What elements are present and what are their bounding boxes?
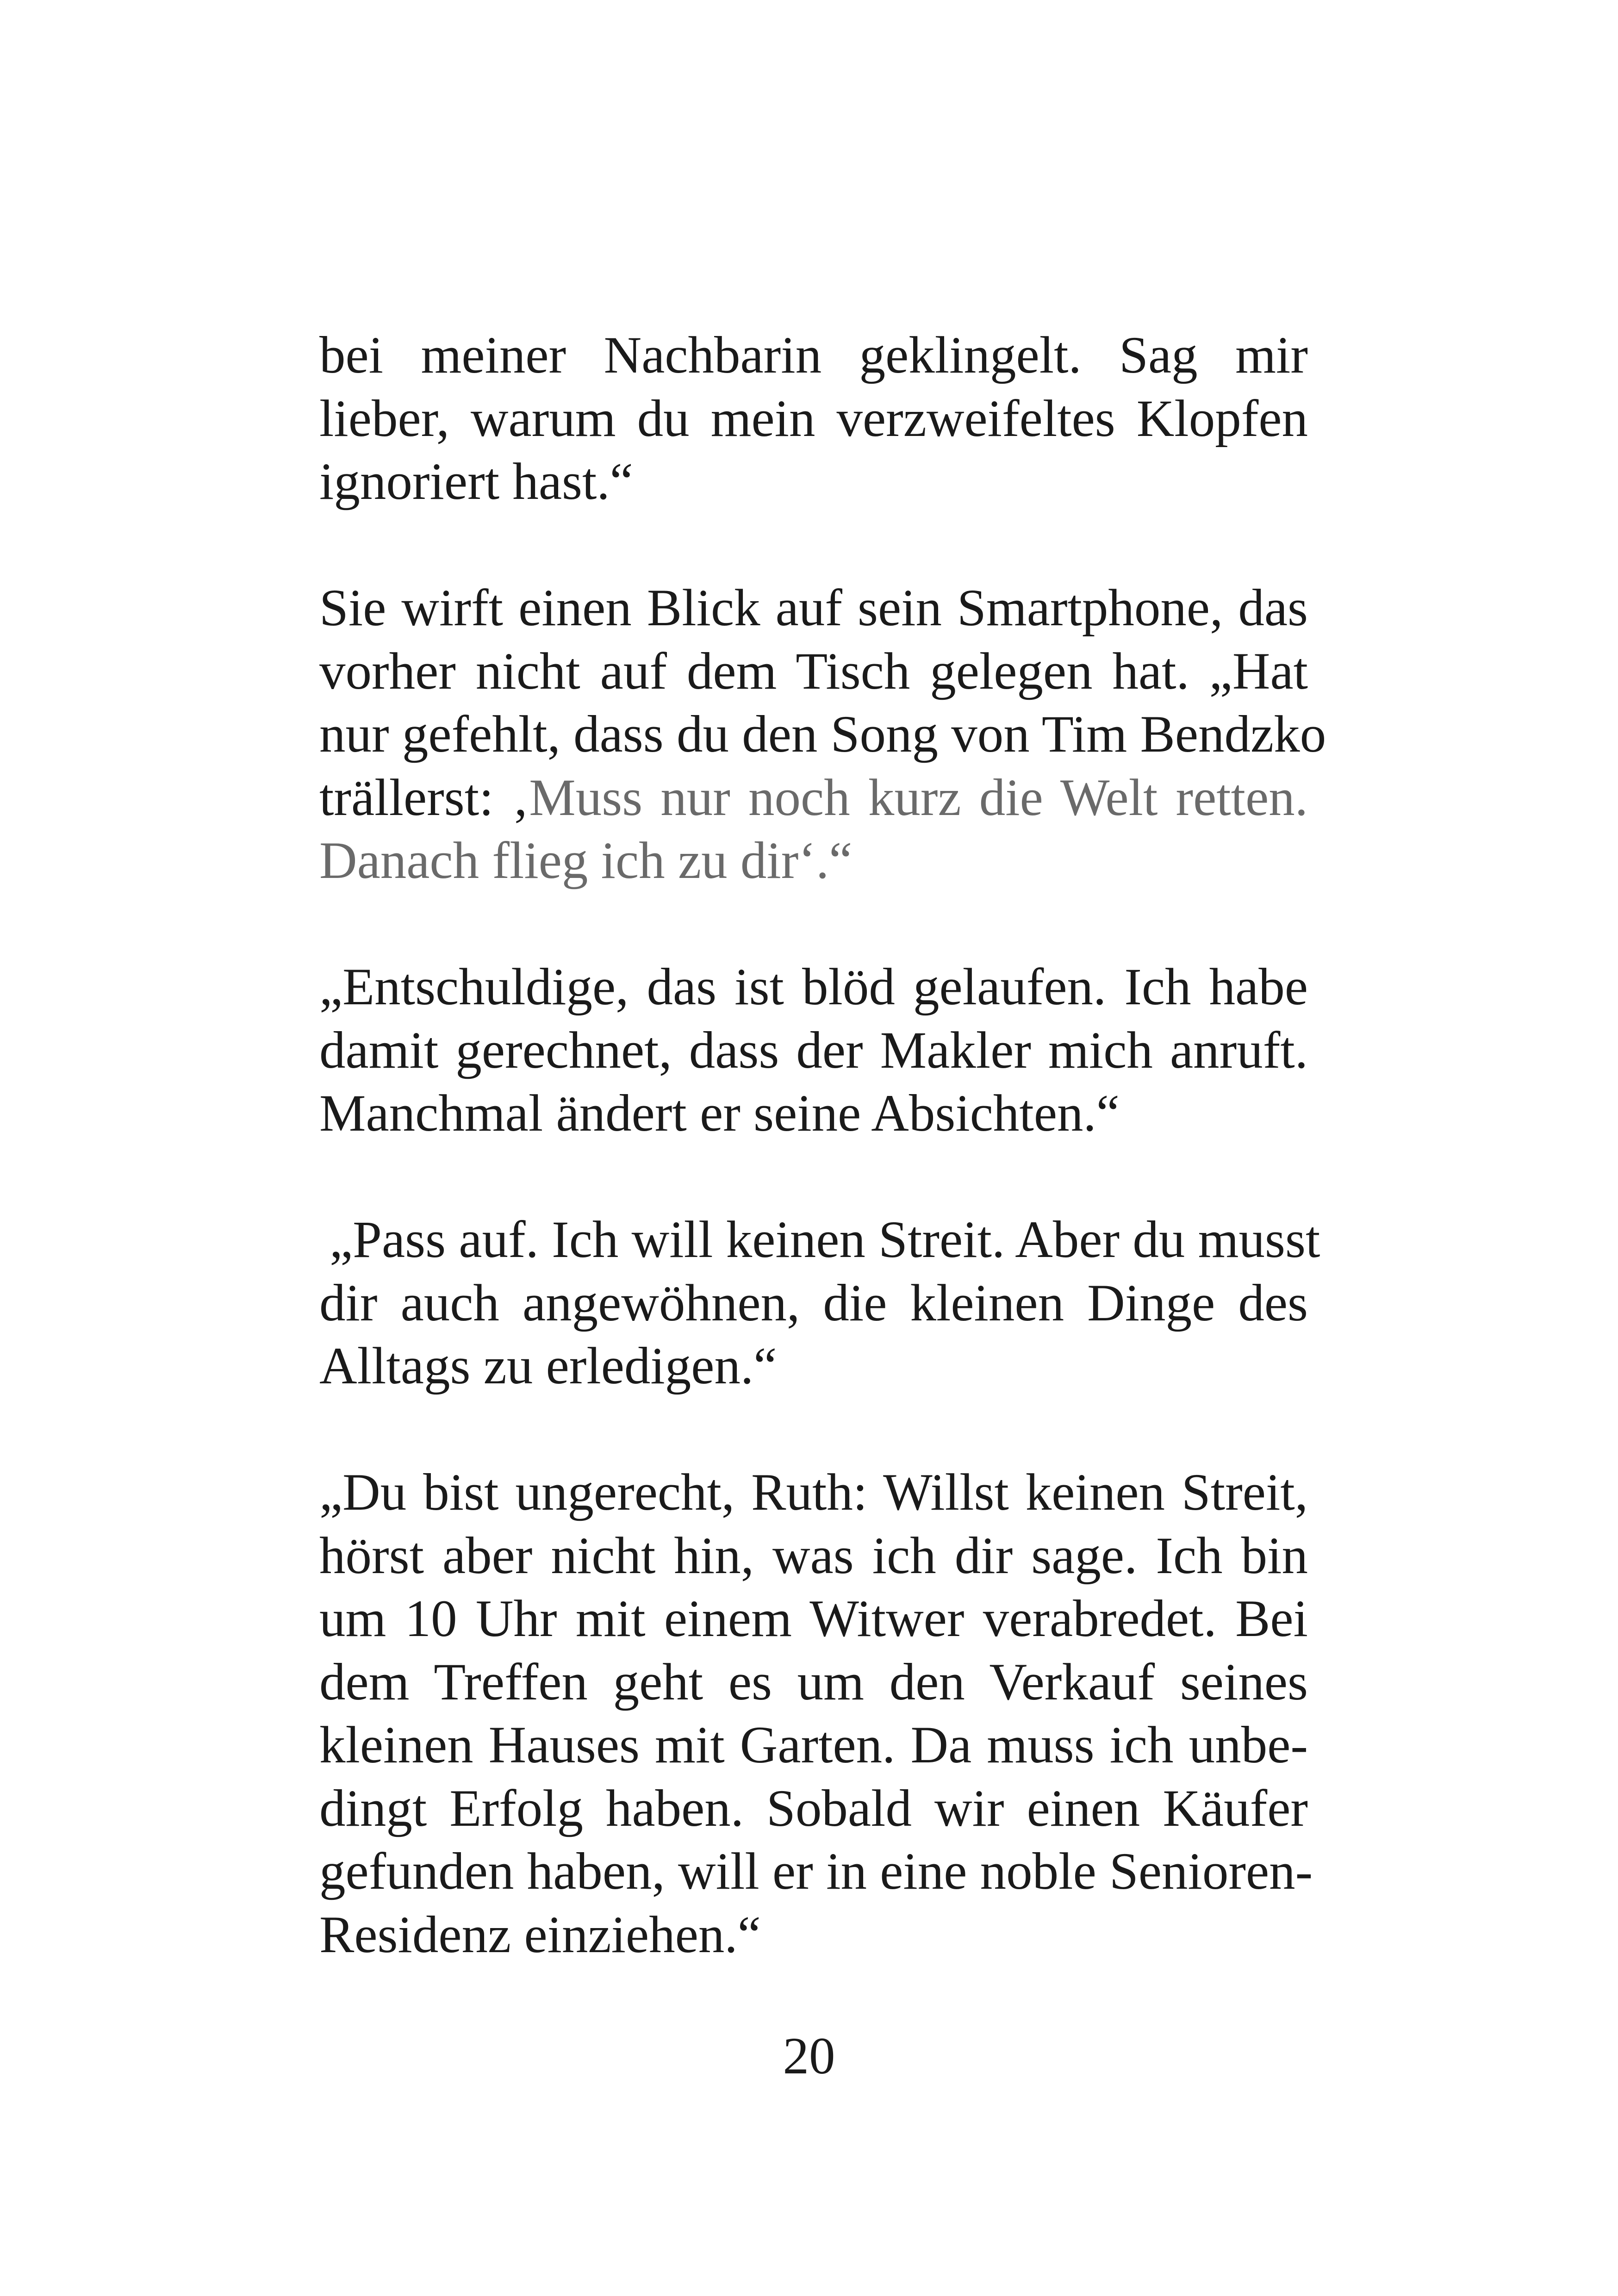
text-line: gefunden haben, will er in eine noble Senioren-: [319, 1842, 1313, 1900]
paragraph-3: [319, 956, 1308, 1145]
text-line: „Du bist ungerecht, Ruth: Willst keinen Streit,: [319, 1463, 1308, 1521]
text-line: „Entschuldige, das ist blöd gelaufen. Ich habe: [319, 958, 1308, 1016]
paragraph-2: [319, 577, 1326, 893]
paragraph-5: [319, 1461, 1313, 1966]
text-line: dir auch angewöhnen, die kleinen Dinge des: [319, 1274, 1308, 1332]
text-line: hörst aber nicht hin, was ich dir sage. Ich bin: [319, 1526, 1308, 1585]
text-line: damit gerechnet, dass der Makler mich anruft.: [319, 1021, 1308, 1079]
song-lyric-text: Muss nur noch kurz die Welt retten.: [529, 768, 1308, 827]
paragraph-1: [319, 324, 1308, 514]
text-line: „Pass auf. Ich will keinen Streit. Aber du musst: [330, 1211, 1320, 1269]
text-line: dingt Erfolg haben. Sobald wir einen Käufer: [319, 1779, 1308, 1837]
paragraph-4: [319, 1208, 1320, 1398]
text-line: Alltags zu erledigen.“: [319, 1337, 777, 1395]
body-text: [319, 324, 1326, 2030]
song-lyric-text: Danach flieg ich zu dir‘.“: [319, 832, 853, 890]
text-line: dem Treffen geht es um den Verkauf seines: [319, 1653, 1308, 1711]
text-line: vorher nicht auf dem Tisch gelegen hat. „Hat: [319, 642, 1308, 700]
text-line: nur gefehlt, dass du den Song von Tim Bendzko: [319, 705, 1326, 763]
text-line: kleinen Hauses mit Garten. Da muss ich unbe-: [319, 1716, 1308, 1774]
text-line: Residenz einziehen.“: [319, 1905, 761, 1964]
text-line: Sie wirft einen Blick auf sein Smartphone, das: [319, 579, 1308, 637]
text-line: Manchmal ändert er seine Absichten.“: [319, 1084, 1120, 1142]
text-line-mixed: [319, 766, 1308, 830]
text-line: um 10 Uhr mit einem Witwer verabredet. Bei: [319, 1590, 1308, 1648]
text-line: lieber, warum du mein verzweifeltes Klopfen: [319, 389, 1308, 448]
text-segment: trällerst: ‚: [319, 768, 529, 827]
text-line: bei meiner Nachbarin geklingelt. Sag mir: [319, 326, 1308, 384]
text-line: ignoriert hast.“: [319, 453, 633, 510]
page-number: 20: [783, 2027, 835, 2085]
